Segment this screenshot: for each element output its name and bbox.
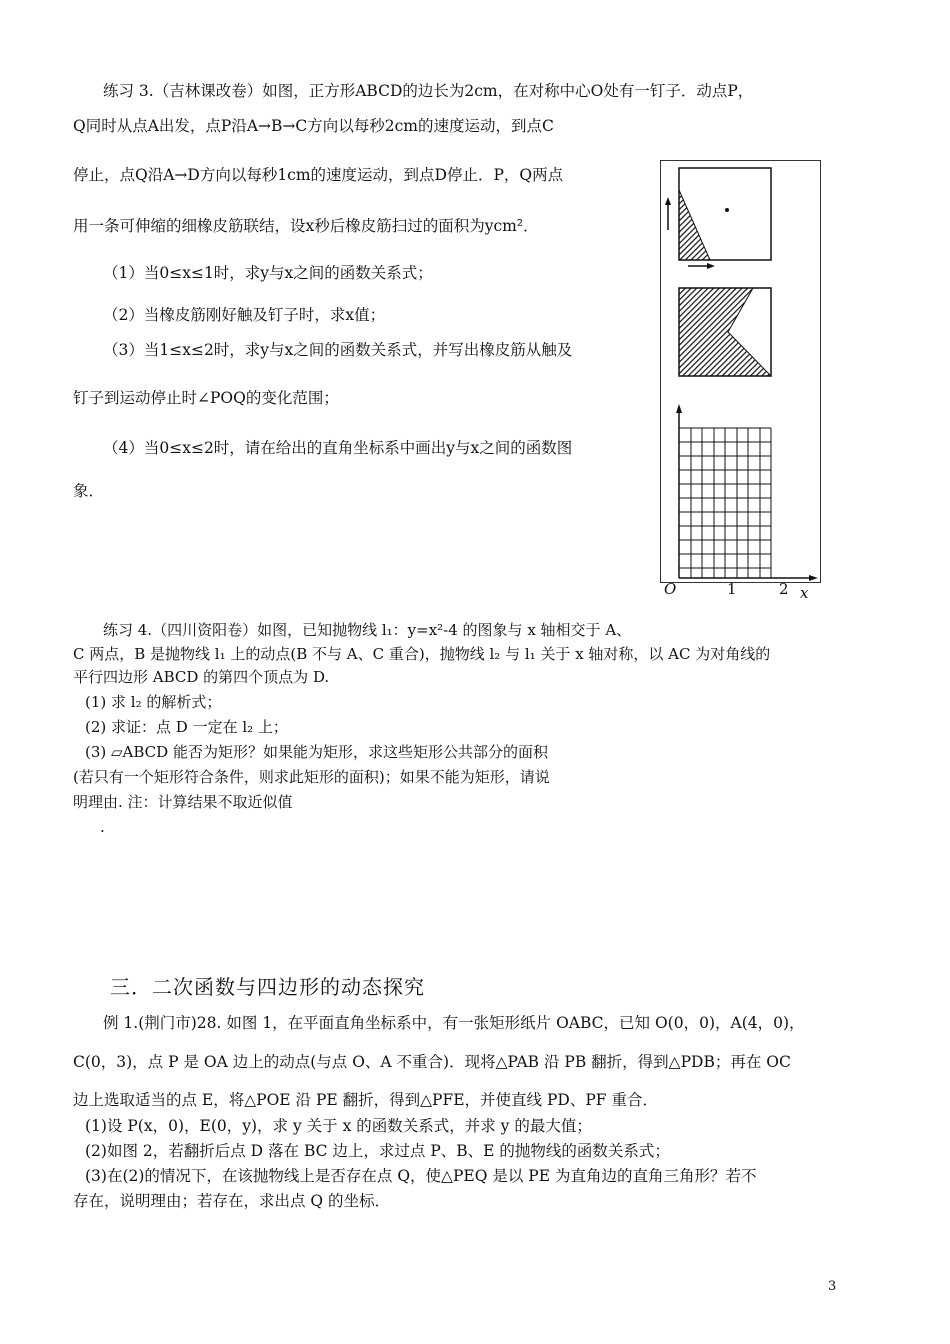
ex4-line-3: 平行四边形 ABCD 的第四个顶点为 D.: [73, 668, 330, 686]
example-1-line-1: 例 1.(荆门市)28. 如图 1，在平面直角坐标系中，有一张矩形纸片 OABC，已知 O(0，0)，A(4，0)，: [103, 1014, 805, 1032]
ex3-figure: [660, 160, 825, 600]
tick-1-label: 1: [727, 580, 737, 598]
x-axis-label: x: [800, 584, 809, 602]
ex3-q4: （4）当0≤x≤2时，请在给出的直角坐标系中画出y与x之间的函数图: [103, 439, 573, 457]
ex3-q4-cont: 象．: [73, 482, 105, 500]
square-figure-1: [665, 168, 771, 269]
ex4-trailing-dot: .: [100, 818, 105, 836]
ex3-line-4: 用一条可伸缩的细橡皮筋联结，设x秒后橡皮筋扫过的面积为ycm²．: [73, 217, 539, 235]
nail-point: [725, 208, 729, 212]
example-1-line-2: C(0，3)，点 P 是 OA 边上的动点(与点 O、A 不重合)．现将△PAB 沿 PB 翻折，得到△PDB；再在 OC: [73, 1053, 791, 1071]
example-1-line-3: 边上选取适当的点 E，将△POE 沿 PE 翻折，得到△PFE，并使直线 PD、PF 重合．: [73, 1091, 658, 1109]
ex4-q2: (2) 求证：点 D 一定在 l₂ 上；: [85, 718, 288, 736]
ex4-line-1: 练习 4.（四川资阳卷）如图，已知抛物线 l₁：y=x²-4 的图象与 x 轴相交于 A、: [103, 621, 632, 639]
ex3-line-3: 停止，点Q沿A→D方向以每秒1cm的速度运动，到点D停止．P，Q两点: [73, 166, 564, 184]
ex3-q2: （2）当橡皮筋刚好触及钉子时，求x值；: [103, 306, 386, 324]
ex3-q1: （1）当0≤x≤1时，求y与x之间的函数关系式；: [103, 264, 433, 282]
coordinate-grid: [676, 404, 818, 581]
ex4-line-2: C 两点，B 是抛物线 l₁ 上的动点(B 不与 A、C 重合)，抛物线 l₂ 与 l₁ 关于 x 轴对称，以 AC 为对角线的: [73, 645, 771, 663]
square-figure-2: [679, 288, 771, 376]
page-number: 3: [828, 1279, 837, 1294]
ex3-q3: （3）当1≤x≤2时，求y与x之间的函数关系式，并写出橡皮筋从触及: [103, 341, 573, 359]
ex4-q3: (3) ▱ABCD 能否为矩形？如果能为矩形，求这些矩形公共部分的面积: [85, 743, 548, 761]
ex3-line-2: Q同时从点A出发，点P沿A→B→C方向以每秒2cm的速度运动，到点C: [73, 117, 554, 135]
ex4-q3-cont-1: (若只有一个矩形符合条件，则求此矩形的面积)；如果不能为矩形，请说: [73, 768, 550, 786]
example-1-q2: (2)如图 2，若翻折后点 D 落在 BC 边上，求过点 P、B、E 的抛物线的函数关系式；: [85, 1142, 670, 1160]
ex3-line-1: 练习 3.（吉林课改卷）如图，正方形ABCD的边长为2cm，在对称中心O处有一钉子．动点P，: [103, 82, 754, 100]
example-1-q1: (1)设 P(x，0)，E(0，y)，求 y 关于 x 的函数关系式，并求 y 的最大值；: [85, 1117, 592, 1135]
example-1-q3: (3)在(2)的情况下，在该抛物线上是否存在点 Q，使△PEQ 是以 PE 为直角边的直角三角形？若不: [85, 1167, 757, 1185]
tick-2-label: 2: [779, 580, 789, 598]
ex4-q1: (1) 求 l₂ 的解析式；: [85, 693, 222, 711]
ex4-q3-cont-2: 明理由. 注：计算结果不取近似值: [73, 793, 293, 811]
section-3-heading: 三．二次函数与四边形的动态探究: [110, 975, 425, 999]
ex3-q3-cont: 钉子到运动停止时∠POQ的变化范围；: [73, 389, 339, 407]
origin-label: O: [664, 580, 677, 598]
ex3-figure-svg: [660, 160, 825, 600]
example-1-q3-cont: 存在，说明理由；若存在，求出点 Q 的坐标．: [73, 1192, 391, 1210]
